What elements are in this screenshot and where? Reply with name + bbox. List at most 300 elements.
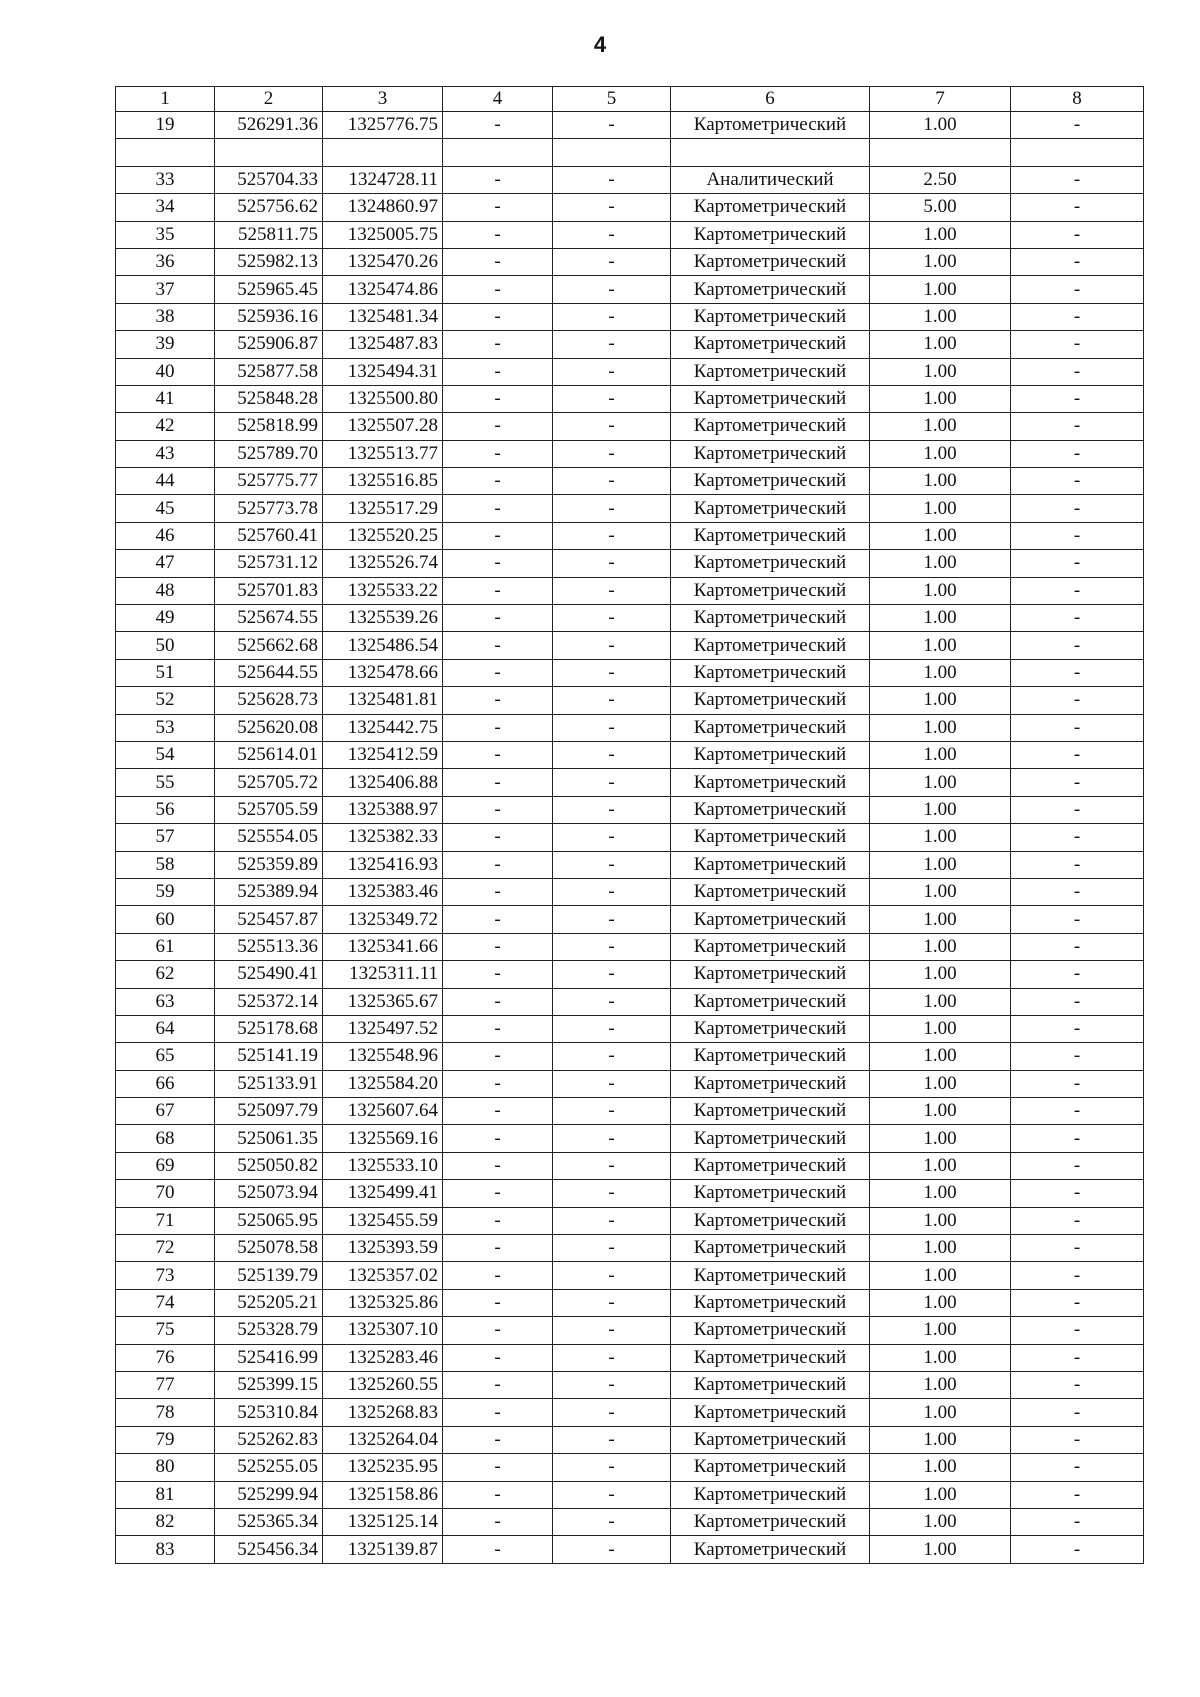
table-cell: 1325533.22 [323, 577, 443, 604]
table-header-row [116, 87, 1144, 112]
table-cell: 5.00 [870, 194, 1011, 221]
table-row [116, 194, 1144, 221]
table-cell: - [443, 1070, 553, 1097]
table-cell: - [443, 878, 553, 905]
table-cell: 1.00 [870, 988, 1011, 1015]
table-cell: 1.00 [870, 769, 1011, 796]
table-cell: - [1011, 358, 1144, 385]
table-cell: 46 [116, 522, 215, 549]
table-cell: 42 [116, 413, 215, 440]
table-cell: - [553, 1317, 671, 1344]
column-header-7: 7 [870, 87, 1011, 112]
table-cell: - [553, 687, 671, 714]
table-cell: 525050.82 [215, 1152, 323, 1179]
table-cell: - [443, 1098, 553, 1125]
table-cell: Аналитический [671, 166, 870, 193]
table-cell: - [553, 331, 671, 358]
table-cell: 1325494.31 [323, 358, 443, 385]
table-cell: 525073.94 [215, 1180, 323, 1207]
table-cell: 52 [116, 687, 215, 714]
table-cell: 57 [116, 824, 215, 851]
table-row [116, 906, 1144, 933]
table-cell: 1.00 [870, 1043, 1011, 1070]
table-row [116, 413, 1144, 440]
table-cell: 80 [116, 1454, 215, 1481]
table-cell: 525773.78 [215, 495, 323, 522]
table-cell: 525490.41 [215, 961, 323, 988]
table-cell: 1325533.10 [323, 1152, 443, 1179]
table-cell: - [443, 659, 553, 686]
table-cell: Картометрический [671, 276, 870, 303]
table-cell: Картометрический [671, 824, 870, 851]
table-cell: 525818.99 [215, 413, 323, 440]
table-cell: 51 [116, 659, 215, 686]
table-cell: 53 [116, 714, 215, 741]
table-cell: 66 [116, 1070, 215, 1097]
table-cell: 1.00 [870, 961, 1011, 988]
table-cell: 74 [116, 1289, 215, 1316]
table-cell: 76 [116, 1344, 215, 1371]
table-cell: - [1011, 741, 1144, 768]
table-cell: - [553, 413, 671, 440]
table-cell: 79 [116, 1426, 215, 1453]
table-cell: Картометрический [671, 1508, 870, 1535]
table-cell: 1325497.52 [323, 1015, 443, 1042]
table-cell: Картометрический [671, 1344, 870, 1371]
table-cell: 525328.79 [215, 1317, 323, 1344]
table-cell: 1325487.83 [323, 331, 443, 358]
table-cell: 82 [116, 1508, 215, 1535]
table-cell: - [1011, 413, 1144, 440]
table-cell: - [553, 358, 671, 385]
table-cell: - [443, 714, 553, 741]
table-cell: - [443, 166, 553, 193]
table-cell: 1325260.55 [323, 1371, 443, 1398]
table-cell: 525705.59 [215, 796, 323, 823]
table-cell: - [553, 1508, 671, 1535]
table-cell: Картометрический [671, 933, 870, 960]
table-cell: - [443, 331, 553, 358]
table-cell: 525078.58 [215, 1235, 323, 1262]
table-cell: 525644.55 [215, 659, 323, 686]
table-row [116, 659, 1144, 686]
coordinates-table [115, 86, 1144, 1564]
table-cell: 1325005.75 [323, 221, 443, 248]
table-cell: 525704.33 [215, 166, 323, 193]
table-cell: - [443, 824, 553, 851]
table-cell: 68 [116, 1125, 215, 1152]
table-cell: - [1011, 1180, 1144, 1207]
table-row [116, 276, 1144, 303]
table-cell: Картометрический [671, 1317, 870, 1344]
table-cell: 525372.14 [215, 988, 323, 1015]
table-row [116, 139, 1144, 166]
table-cell: - [1011, 714, 1144, 741]
table-cell: - [1011, 1289, 1144, 1316]
table-cell: Картометрический [671, 550, 870, 577]
table-row [116, 769, 1144, 796]
table-cell: Картометрический [671, 303, 870, 330]
table-row [116, 358, 1144, 385]
table-cell: 1325268.83 [323, 1399, 443, 1426]
table-cell: Картометрический [671, 1481, 870, 1508]
table-cell: - [1011, 1098, 1144, 1125]
table-row [116, 741, 1144, 768]
table-cell: 1325520.25 [323, 522, 443, 549]
table-cell: - [443, 933, 553, 960]
table-cell: - [443, 906, 553, 933]
table-cell: - [443, 303, 553, 330]
table-cell: 1.00 [870, 522, 1011, 549]
table-cell: 56 [116, 796, 215, 823]
table-cell: 59 [116, 878, 215, 905]
table-row [116, 550, 1144, 577]
table-cell [323, 139, 443, 166]
table-cell: 1325507.28 [323, 413, 443, 440]
table-row [116, 605, 1144, 632]
table-cell: 1325283.46 [323, 1344, 443, 1371]
table-row [116, 1454, 1144, 1481]
table-cell: 525097.79 [215, 1098, 323, 1125]
table-cell: - [1011, 769, 1144, 796]
table-cell: - [443, 248, 553, 275]
table-cell: - [443, 687, 553, 714]
table-cell: 1.00 [870, 632, 1011, 659]
table-cell: 83 [116, 1536, 215, 1563]
table-cell: 525205.21 [215, 1289, 323, 1316]
table-cell: - [1011, 248, 1144, 275]
table-cell: 1.00 [870, 1508, 1011, 1535]
table-cell: 525965.45 [215, 276, 323, 303]
table-cell: Картометрический [671, 248, 870, 275]
table-row [116, 248, 1144, 275]
table-cell: - [1011, 796, 1144, 823]
table-cell: 1.00 [870, 906, 1011, 933]
table-cell: 1325516.85 [323, 468, 443, 495]
table-cell: 525416.99 [215, 1344, 323, 1371]
table-cell: 1325393.59 [323, 1235, 443, 1262]
table-cell: - [1011, 468, 1144, 495]
table-cell: 1.00 [870, 495, 1011, 522]
table-cell: 525701.83 [215, 577, 323, 604]
table-cell: Картометрический [671, 988, 870, 1015]
table-cell: 1.00 [870, 385, 1011, 412]
table-row [116, 1481, 1144, 1508]
table-cell: - [553, 933, 671, 960]
table-cell: - [553, 1344, 671, 1371]
table-cell: 1325349.72 [323, 906, 443, 933]
table-cell: - [553, 769, 671, 796]
table-cell: - [443, 385, 553, 412]
table-row [116, 796, 1144, 823]
table-cell: 38 [116, 303, 215, 330]
table-cell: 525178.68 [215, 1015, 323, 1042]
table-cell: Картометрический [671, 851, 870, 878]
table-cell: - [553, 1481, 671, 1508]
table-cell: - [1011, 1207, 1144, 1234]
table-cell: 1.00 [870, 687, 1011, 714]
table-cell: - [1011, 851, 1144, 878]
table-cell: - [553, 796, 671, 823]
table-cell: 64 [116, 1015, 215, 1042]
table-cell: - [1011, 194, 1144, 221]
table-cell: 1325548.96 [323, 1043, 443, 1070]
table-cell: 2.50 [870, 166, 1011, 193]
table-cell: - [443, 961, 553, 988]
table-cell: - [553, 468, 671, 495]
table-cell: 525399.15 [215, 1371, 323, 1398]
table-cell: 1.00 [870, 440, 1011, 467]
table-cell [1011, 139, 1144, 166]
table-cell: - [1011, 1070, 1144, 1097]
table-cell: - [443, 1207, 553, 1234]
table-cell: - [443, 741, 553, 768]
table-cell: 525456.34 [215, 1536, 323, 1563]
table-cell: 1.00 [870, 303, 1011, 330]
table-cell: - [553, 605, 671, 632]
table-cell: - [553, 714, 671, 741]
table-cell: 1.00 [870, 1399, 1011, 1426]
table-cell: 525365.34 [215, 1508, 323, 1535]
table-row [116, 1207, 1144, 1234]
table-cell: 525141.19 [215, 1043, 323, 1070]
table-cell: 54 [116, 741, 215, 768]
table-cell: 1325158.86 [323, 1481, 443, 1508]
table-cell: - [553, 577, 671, 604]
table-cell: 525982.13 [215, 248, 323, 275]
table-cell: - [443, 194, 553, 221]
table-row [116, 468, 1144, 495]
table-cell: Картометрический [671, 577, 870, 604]
table-cell [116, 139, 215, 166]
table-cell: Картометрический [671, 385, 870, 412]
table-cell: - [1011, 1454, 1144, 1481]
table-cell: 1325474.86 [323, 276, 443, 303]
table-cell: - [1011, 878, 1144, 905]
table-cell: 1325357.02 [323, 1262, 443, 1289]
table-cell: Картометрический [671, 961, 870, 988]
table-cell: 1325442.75 [323, 714, 443, 741]
page-number: 4 [593, 32, 607, 57]
table-cell: Картометрический [671, 495, 870, 522]
table-cell: 1325388.97 [323, 796, 443, 823]
table-cell: 47 [116, 550, 215, 577]
table-cell: - [1011, 605, 1144, 632]
table-cell: Картометрический [671, 331, 870, 358]
table-cell: 1325569.16 [323, 1125, 443, 1152]
table-cell: Картометрический [671, 632, 870, 659]
table-cell: - [443, 1536, 553, 1563]
table-cell: 525139.79 [215, 1262, 323, 1289]
table-cell: - [1011, 906, 1144, 933]
table-cell: - [443, 632, 553, 659]
table-cell: 525133.91 [215, 1070, 323, 1097]
table-cell: 1325341.66 [323, 933, 443, 960]
table-cell: - [553, 1015, 671, 1042]
table-cell: 525255.05 [215, 1454, 323, 1481]
column-header-4: 4 [443, 87, 553, 112]
table-cell: 1.00 [870, 112, 1011, 139]
table-cell: 1.00 [870, 577, 1011, 604]
table-row [116, 933, 1144, 960]
table-cell: Картометрический [671, 1015, 870, 1042]
table-cell: - [553, 1289, 671, 1316]
table-cell: 525554.05 [215, 824, 323, 851]
table-cell: Картометрический [671, 1207, 870, 1234]
table-cell: - [553, 851, 671, 878]
table-cell: - [553, 988, 671, 1015]
table-cell: - [443, 1481, 553, 1508]
table-cell: - [553, 1180, 671, 1207]
table-cell: 1.00 [870, 605, 1011, 632]
table-cell: - [1011, 687, 1144, 714]
table-cell: - [1011, 659, 1144, 686]
table-cell: - [443, 1262, 553, 1289]
table-cell: 37 [116, 276, 215, 303]
table-cell: - [553, 1125, 671, 1152]
table-cell: 1325235.95 [323, 1454, 443, 1481]
table-cell: 1.00 [870, 1152, 1011, 1179]
table-cell: - [1011, 1344, 1144, 1371]
table-cell: 70 [116, 1180, 215, 1207]
table-cell: 1325416.93 [323, 851, 443, 878]
table-row [116, 1235, 1144, 1262]
table-cell: - [553, 824, 671, 851]
table-cell: Картометрический [671, 714, 870, 741]
table-row [116, 495, 1144, 522]
table-cell: 525756.62 [215, 194, 323, 221]
table-cell: - [1011, 303, 1144, 330]
table-cell: - [553, 221, 671, 248]
table-cell: 1.00 [870, 1098, 1011, 1125]
table-cell: - [443, 605, 553, 632]
table-cell: 1325412.59 [323, 741, 443, 768]
table-row [116, 303, 1144, 330]
table-cell [553, 139, 671, 166]
table-cell: - [553, 1426, 671, 1453]
table-cell: Картометрический [671, 769, 870, 796]
table-cell: 1.00 [870, 659, 1011, 686]
column-header-6: 6 [671, 87, 870, 112]
table-cell: - [1011, 933, 1144, 960]
table-cell: 1.00 [870, 1344, 1011, 1371]
column-header-2: 2 [215, 87, 323, 112]
table-row [116, 1399, 1144, 1426]
table-cell: 525310.84 [215, 1399, 323, 1426]
table-cell: Картометрический [671, 1289, 870, 1316]
table-cell: - [443, 1235, 553, 1262]
table-cell: 45 [116, 495, 215, 522]
table-cell: 525848.28 [215, 385, 323, 412]
table-cell: - [1011, 988, 1144, 1015]
table-cell: - [1011, 1371, 1144, 1398]
table-row [116, 221, 1144, 248]
table-row [116, 988, 1144, 1015]
table-row [116, 331, 1144, 358]
table-cell: 525628.73 [215, 687, 323, 714]
table-cell: 525299.94 [215, 1481, 323, 1508]
table-cell: Картометрический [671, 221, 870, 248]
table-row [116, 1344, 1144, 1371]
column-header-5: 5 [553, 87, 671, 112]
table-cell: 1.00 [870, 933, 1011, 960]
column-header-1: 1 [116, 87, 215, 112]
table-cell: Картометрический [671, 1235, 870, 1262]
table-cell: Картометрический [671, 796, 870, 823]
table-cell: 49 [116, 605, 215, 632]
table-cell: - [443, 1015, 553, 1042]
table-cell: 50 [116, 632, 215, 659]
table-cell: 525705.72 [215, 769, 323, 796]
table-cell: Картометрический [671, 1125, 870, 1152]
table-cell: - [553, 522, 671, 549]
table-cell: Картометрический [671, 1454, 870, 1481]
table-cell: 1.00 [870, 851, 1011, 878]
table-cell: 525359.89 [215, 851, 323, 878]
table-cell: - [1011, 331, 1144, 358]
table-cell: 525065.95 [215, 1207, 323, 1234]
table-cell: - [443, 522, 553, 549]
table-cell: 1325139.87 [323, 1536, 443, 1563]
table-cell: 1.00 [870, 1125, 1011, 1152]
table-cell: Картометрический [671, 1180, 870, 1207]
table-cell: 525936.16 [215, 303, 323, 330]
table-cell: - [553, 440, 671, 467]
table-cell: - [553, 1070, 671, 1097]
table-cell: 36 [116, 248, 215, 275]
table-row [116, 385, 1144, 412]
table-cell: 525906.87 [215, 331, 323, 358]
table-cell: Картометрический [671, 1371, 870, 1398]
table-cell: 1.00 [870, 1015, 1011, 1042]
table-cell: 1.00 [870, 413, 1011, 440]
table-cell: 1.00 [870, 1426, 1011, 1453]
table-cell: - [443, 1152, 553, 1179]
table-cell: 1325478.66 [323, 659, 443, 686]
table-cell: - [1011, 1426, 1144, 1453]
table-cell: Картометрический [671, 605, 870, 632]
table-cell: 1325365.67 [323, 988, 443, 1015]
table-cell: - [1011, 1536, 1144, 1563]
table-row [116, 1070, 1144, 1097]
table-cell: - [1011, 1399, 1144, 1426]
table-cell: 1325455.59 [323, 1207, 443, 1234]
table-cell: 525775.77 [215, 468, 323, 495]
table-cell: Картометрический [671, 906, 870, 933]
table-cell: - [443, 577, 553, 604]
table-cell: 60 [116, 906, 215, 933]
table-cell: 71 [116, 1207, 215, 1234]
table-cell: - [443, 550, 553, 577]
table-cell: 1325517.29 [323, 495, 443, 522]
table-cell: 1.00 [870, 331, 1011, 358]
table-cell: - [443, 358, 553, 385]
table-cell: 525389.94 [215, 878, 323, 905]
table-cell: 44 [116, 468, 215, 495]
table-cell: - [553, 166, 671, 193]
table-cell: Картометрический [671, 112, 870, 139]
table-cell: 525811.75 [215, 221, 323, 248]
table-cell: 1325526.74 [323, 550, 443, 577]
column-header-8: 8 [1011, 87, 1144, 112]
table-cell: - [553, 1399, 671, 1426]
table-cell: - [1011, 1481, 1144, 1508]
table-cell: Картометрический [671, 1536, 870, 1563]
table-cell: - [553, 1262, 671, 1289]
table-cell: 1325607.64 [323, 1098, 443, 1125]
table-cell: - [443, 1043, 553, 1070]
table-cell: 81 [116, 1481, 215, 1508]
